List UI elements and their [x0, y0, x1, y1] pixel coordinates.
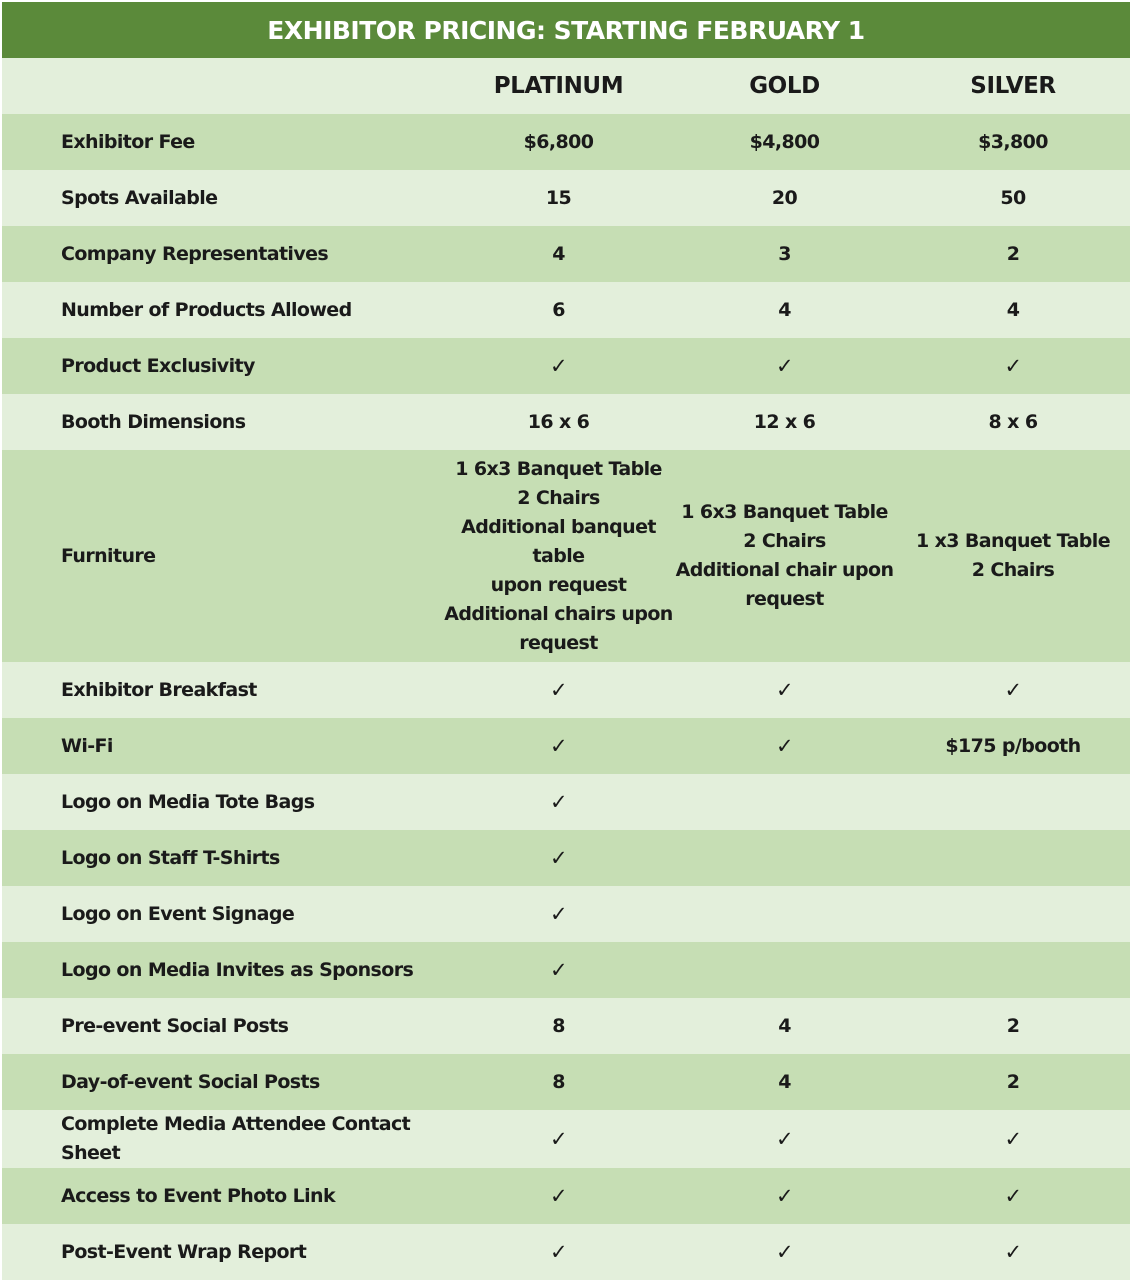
pricing-document	[2, 2, 1130, 1282]
table-row	[2, 774, 1130, 830]
table-row	[2, 662, 1130, 718]
table-row	[2, 830, 1130, 886]
cell-silver: $3,800	[896, 114, 1130, 170]
cell-gold: 12 x 6	[673, 394, 896, 450]
row-label: Furniture	[2, 450, 444, 662]
cell-gold: 20	[673, 170, 896, 226]
table-row	[2, 718, 1130, 774]
cell-silver: 50	[896, 170, 1130, 226]
row-label: Product Exclusivity	[2, 338, 444, 394]
cell-line: upon request	[490, 573, 627, 596]
check-icon: ✓	[444, 774, 673, 830]
cell-platinum: 4	[444, 226, 673, 282]
cell-gold	[673, 886, 896, 942]
cell-gold: 3	[673, 226, 896, 282]
cell-silver	[896, 450, 1130, 662]
row-label: Exhibitor Breakfast	[2, 662, 444, 718]
cell-silver	[896, 886, 1130, 942]
check-icon: ✓	[444, 1168, 673, 1224]
column-header-silver: SILVER	[896, 58, 1130, 114]
row-label: Company Representatives	[2, 226, 444, 282]
cell-platinum: 8	[444, 998, 673, 1054]
header-label-cell	[2, 58, 444, 114]
cell-line: 1 6x3 Banquet Table	[455, 457, 662, 480]
check-icon: ✓	[896, 662, 1130, 718]
cell-silver: $175 p/booth	[896, 718, 1130, 774]
table-row	[2, 998, 1130, 1054]
table-row	[2, 886, 1130, 942]
cell-gold: $4,800	[673, 114, 896, 170]
table-row	[2, 1224, 1130, 1280]
check-icon: ✓	[444, 830, 673, 886]
cell-platinum: 6	[444, 282, 673, 338]
cell-platinum: 8	[444, 1054, 673, 1110]
row-label: Booth Dimensions	[2, 394, 444, 450]
page-title: EXHIBITOR PRICING: STARTING FEBRUARY 1	[2, 2, 1130, 58]
header-row	[2, 58, 1130, 114]
cell-silver	[896, 774, 1130, 830]
check-icon: ✓	[896, 1168, 1130, 1224]
cell-gold: 4	[673, 998, 896, 1054]
cell-line: 2 Chairs	[517, 486, 600, 509]
table-row	[2, 282, 1130, 338]
cell-platinum: 16 x 6	[444, 394, 673, 450]
table-row	[2, 450, 1130, 662]
cell-line: Additional banquet table	[461, 515, 656, 567]
table-row	[2, 1110, 1130, 1168]
check-icon: ✓	[444, 1224, 673, 1280]
check-icon: ✓	[444, 942, 673, 998]
cell-gold	[673, 830, 896, 886]
check-icon: ✓	[444, 662, 673, 718]
cell-silver: 2	[896, 998, 1130, 1054]
row-label: Day-of-event Social Posts	[2, 1054, 444, 1110]
cell-silver: 4	[896, 282, 1130, 338]
table-row	[2, 338, 1130, 394]
cell-gold	[673, 450, 896, 662]
cell-gold: 4	[673, 282, 896, 338]
cell-gold	[673, 774, 896, 830]
check-icon: ✓	[673, 1168, 896, 1224]
row-label: Logo on Media Tote Bags	[2, 774, 444, 830]
row-label: Complete Media Attendee Contact Sheet	[2, 1110, 444, 1168]
row-label: Logo on Event Signage	[2, 886, 444, 942]
cell-platinum: 15	[444, 170, 673, 226]
cell-line: 2 Chairs	[971, 559, 1055, 581]
cell-line: 1 x3 Banquet Table	[916, 530, 1110, 552]
table-row	[2, 170, 1130, 226]
cell-line: 1 6x3 Banquet Table	[681, 501, 888, 523]
check-icon: ✓	[444, 886, 673, 942]
check-icon: ✓	[444, 338, 673, 394]
cell-platinum	[444, 450, 673, 662]
row-label: Post-Event Wrap Report	[2, 1224, 444, 1280]
table-row	[2, 942, 1130, 998]
check-icon: ✓	[673, 1110, 896, 1168]
check-icon: ✓	[444, 718, 673, 774]
table-row	[2, 1168, 1130, 1224]
cell-line: request	[519, 631, 598, 654]
table-row	[2, 114, 1130, 170]
check-icon: ✓	[896, 1224, 1130, 1280]
cell-silver	[896, 942, 1130, 998]
cell-line: 2 Chairs	[743, 530, 826, 552]
cell-line: Additional chair upon	[675, 559, 894, 581]
row-label: Number of Products Allowed	[2, 282, 444, 338]
check-icon: ✓	[673, 662, 896, 718]
cell-line: request	[745, 588, 824, 610]
check-icon: ✓	[896, 1110, 1130, 1168]
column-header-gold: GOLD	[673, 58, 896, 114]
table-row	[2, 1054, 1130, 1110]
cell-silver: 2	[896, 226, 1130, 282]
row-label: Logo on Media Invites as Sponsors	[2, 942, 444, 998]
cell-platinum: $6,800	[444, 114, 673, 170]
cell-silver: 2	[896, 1054, 1130, 1110]
check-icon: ✓	[673, 718, 896, 774]
pricing-table	[2, 58, 1130, 1280]
cell-gold: 4	[673, 1054, 896, 1110]
row-label: Spots Available	[2, 170, 444, 226]
row-label: Pre-event Social Posts	[2, 998, 444, 1054]
check-icon: ✓	[896, 338, 1130, 394]
column-header-platinum: PLATINUM	[444, 58, 673, 114]
cell-silver: 8 x 6	[896, 394, 1130, 450]
table-row	[2, 226, 1130, 282]
check-icon: ✓	[444, 1110, 673, 1168]
check-icon: ✓	[673, 338, 896, 394]
row-label: Exhibitor Fee	[2, 114, 444, 170]
table-row	[2, 394, 1130, 450]
row-label: Wi-Fi	[2, 718, 444, 774]
cell-silver	[896, 830, 1130, 886]
cell-line: Additional chairs upon	[444, 602, 673, 625]
row-label: Logo on Staff T-Shirts	[2, 830, 444, 886]
row-label: Access to Event Photo Link	[2, 1168, 444, 1224]
check-icon: ✓	[673, 1224, 896, 1280]
cell-gold	[673, 942, 896, 998]
